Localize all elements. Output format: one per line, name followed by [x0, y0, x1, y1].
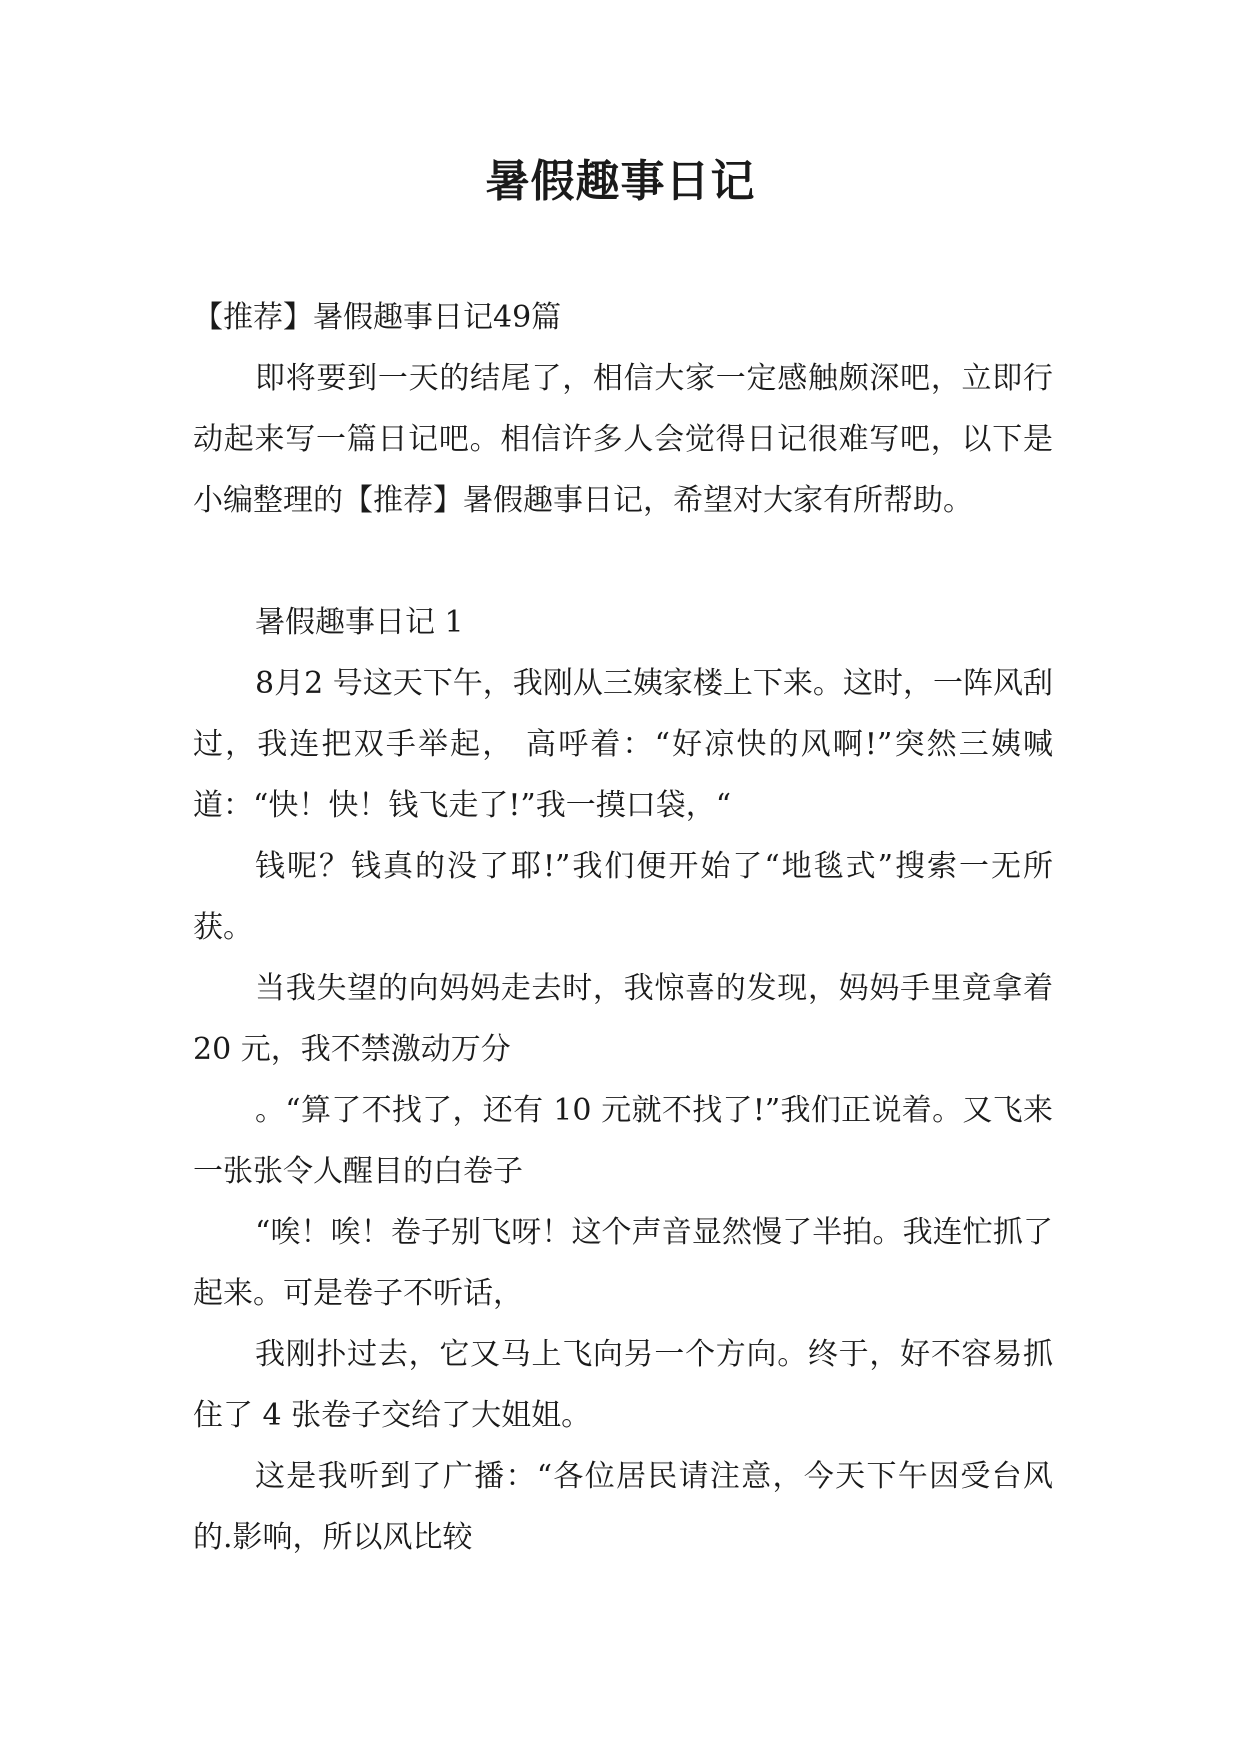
document-subtitle: 【推荐】暑假趣事日记49篇	[193, 300, 562, 335]
body-paragraph: 我刚扑过去，它又马上飞向另一个方向。终于，好不容易抓住了 4 张卷子交给了大姐姐。	[193, 1337, 1053, 1433]
paragraph-spacer	[193, 531, 1053, 592]
body-paragraph: “唉！唉！卷子别飞呀！这个声音显然慢了半拍。我连忙抓了起来。可是卷子不听话，	[193, 1215, 1053, 1311]
body-paragraph: 这是我听到了广播：“各位居民请注意，今天下午因受台风的.影响，所以风比较	[193, 1459, 1053, 1555]
body-paragraph: 。“算了不找了，还有 10 元就不找了!”我们正说着。又飞来一张张令人醒目的白卷子	[193, 1093, 1053, 1189]
body-paragraph: 钱呢？钱真的没了耶!”我们便开始了“地毯式”搜索一无所获。	[193, 849, 1053, 945]
section-heading: 暑假趣事日记 1	[255, 605, 464, 640]
body-paragraph: 当我失望的向妈妈走去时，我惊喜的发现，妈妈手里竟拿着 20 元，我不禁激动万分	[193, 971, 1053, 1067]
document-title: 暑假趣事日记	[485, 156, 756, 207]
body-paragraph: 8月2 号这天下午，我刚从三姨家楼上下来。这时，一阵风刮过，我连把双手举起， 高呼着：“好凉快的风啊!”突然三姨喊道：“快！快！钱飞走了!”我一摸口袋，“	[193, 666, 1053, 823]
intro-paragraph: 即将要到一天的结尾了，相信大家一定感触颇深吧，立即行动起来写一篇日记吧。相信许多人会觉得日记很难写吧，以下是小编整理的【推荐】暑假趣事日记，希望对大家有所帮助。	[193, 361, 1053, 518]
document-body	[193, 287, 1053, 1568]
